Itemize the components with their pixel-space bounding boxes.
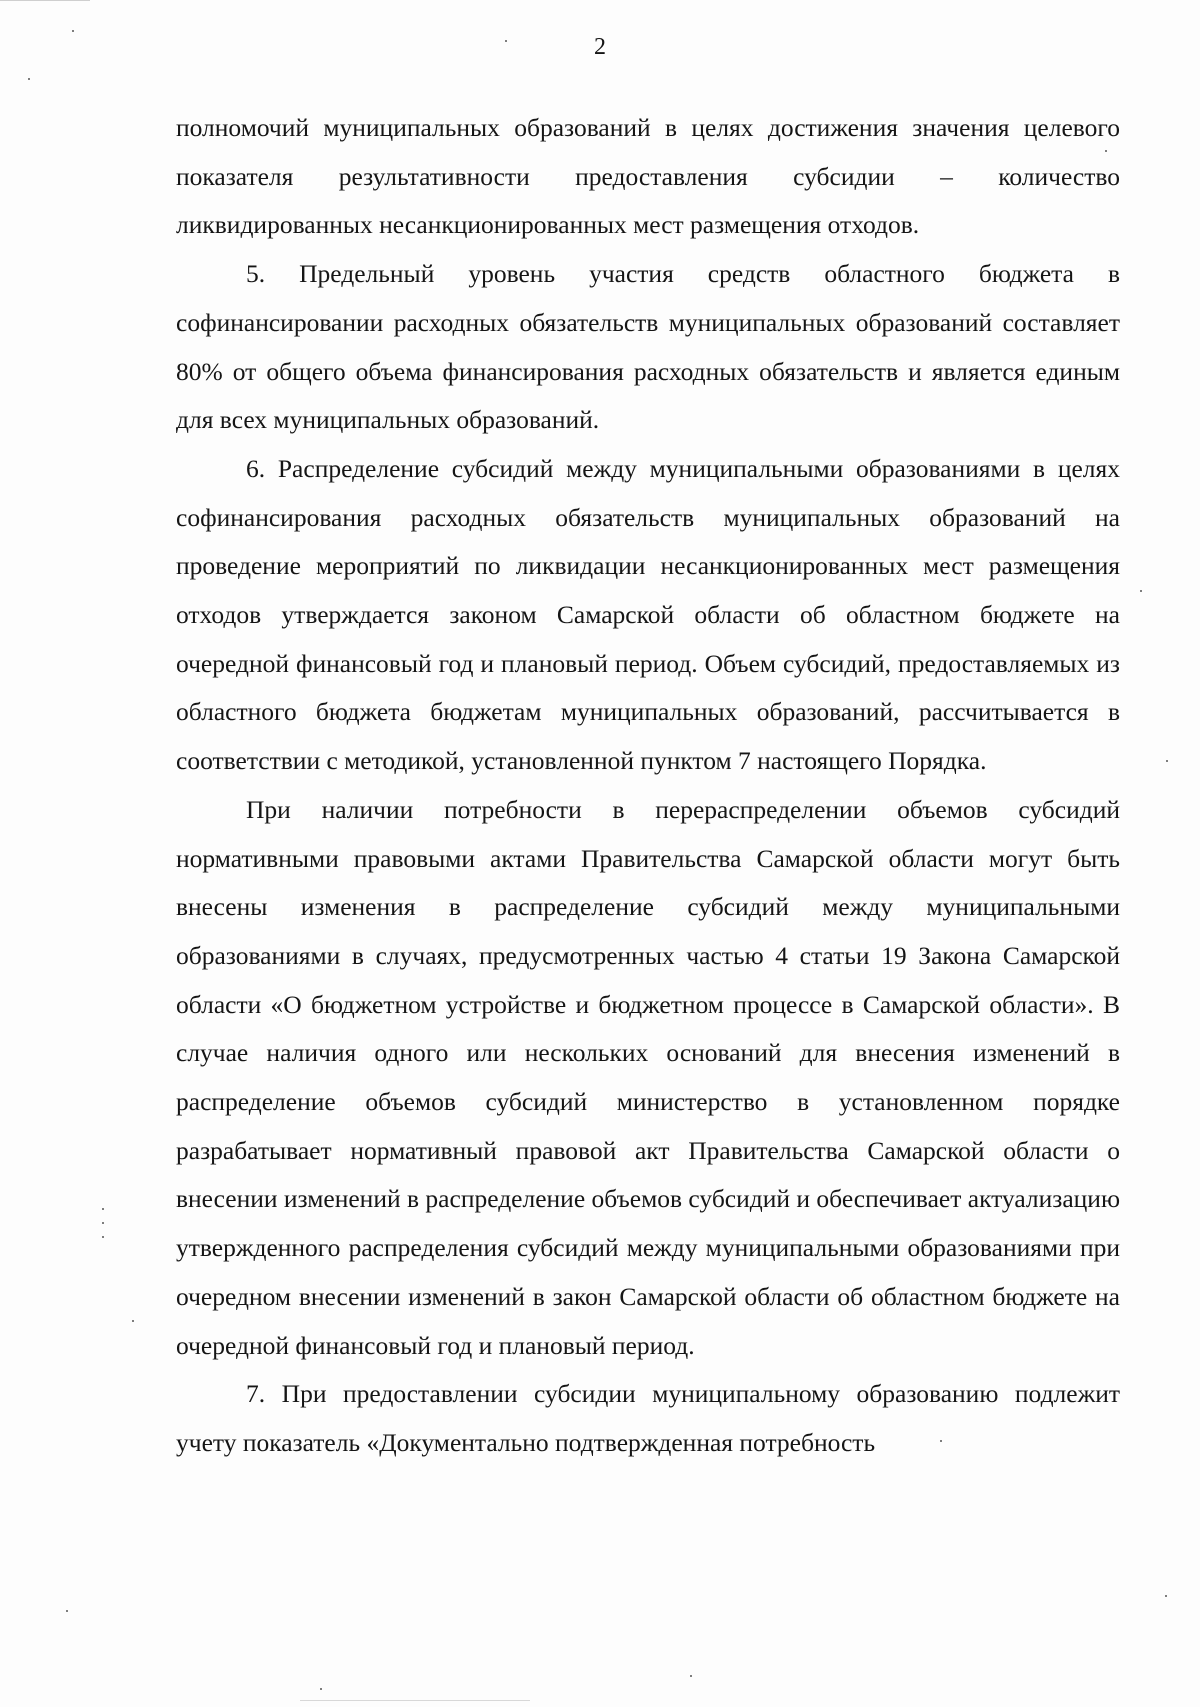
scan-speck [1166, 760, 1168, 762]
scan-speck [28, 78, 30, 80]
scan-speck [132, 1320, 134, 1322]
scan-speck [1165, 1595, 1167, 1597]
scan-speck [102, 1236, 104, 1238]
scan-speck [320, 1688, 322, 1690]
paragraph-continuation: полномочий муниципальных образований в целях достижения значения целевого показателя результативности предоставления субсидии – количество ликвидированных несанкционированных мест размещения отходов. [176, 113, 1120, 240]
scan-speck [1140, 590, 1142, 592]
scan-speck [690, 1675, 692, 1677]
paragraph-redistribution: При наличии потребности в перераспределении объемов субсидий нормативными правовыми актами Правительства Самарской области могут быть внесены изменения в распределение субсидий между муниципальными образованиями в случаях, предусмотренных частью 4 статьи 19 Закона Самарской области «О бюджетном устройстве и бюджетном процессе в Самарской области». В случае наличия одного или нескольких оснований для внесения изменений в распределение объемов субсидий министерство в установленном порядке разрабатывает нормативный правовой акт Правительства Самарской области о внесении изменений в распределение объемов субсидий и обеспечивает актуализацию утвержденного распределения субсидий между муниципальными образованиями при очередном внесении изменений в закон Самарской области об областном бюджете на очередной финансовый год и плановый период. [176, 794, 1120, 1360]
document-body [176, 104, 1120, 1468]
paragraph-item-6: 6. Распределение субсидий между муниципальными образованиями в целях софинансирования расходных обязательств муниципальных образований на проведение мероприятий по ликвидации несанкционированных мест размещения отходов утверждается законом Самарской области об областном бюджете на очередной финансовый год и плановый период. Объем субсидий, предоставляемых из областного бюджета бюджетам муниципальных образований, рассчитывается в соответствии с методикой, установленной пунктом 7 настоящего Порядка. [176, 453, 1120, 776]
scan-speck [940, 1440, 942, 1442]
scan-speck [102, 1208, 104, 1210]
scan-speck [1105, 150, 1107, 152]
scan-bottom-line [300, 1700, 530, 1701]
scan-speck [66, 1610, 68, 1612]
paragraph-item-5: 5. Предельный уровень участия средств областного бюджета в софинансировании расходных обязательств муниципальных образований составляет 80% от общего объема финансирования расходных обязательств и является единым для всех муниципальных образований. [176, 259, 1120, 435]
scan-speck [102, 1222, 104, 1224]
paragraph-item-7: 7. При предоставлении субсидии муниципальному образованию подлежит учету показатель «Документально подтвержденная потребность [176, 1379, 1120, 1457]
page-number: 2 [594, 34, 606, 60]
scan-speck [505, 40, 507, 42]
scan-speck [72, 30, 74, 32]
scan-edge-line [0, 0, 90, 1]
